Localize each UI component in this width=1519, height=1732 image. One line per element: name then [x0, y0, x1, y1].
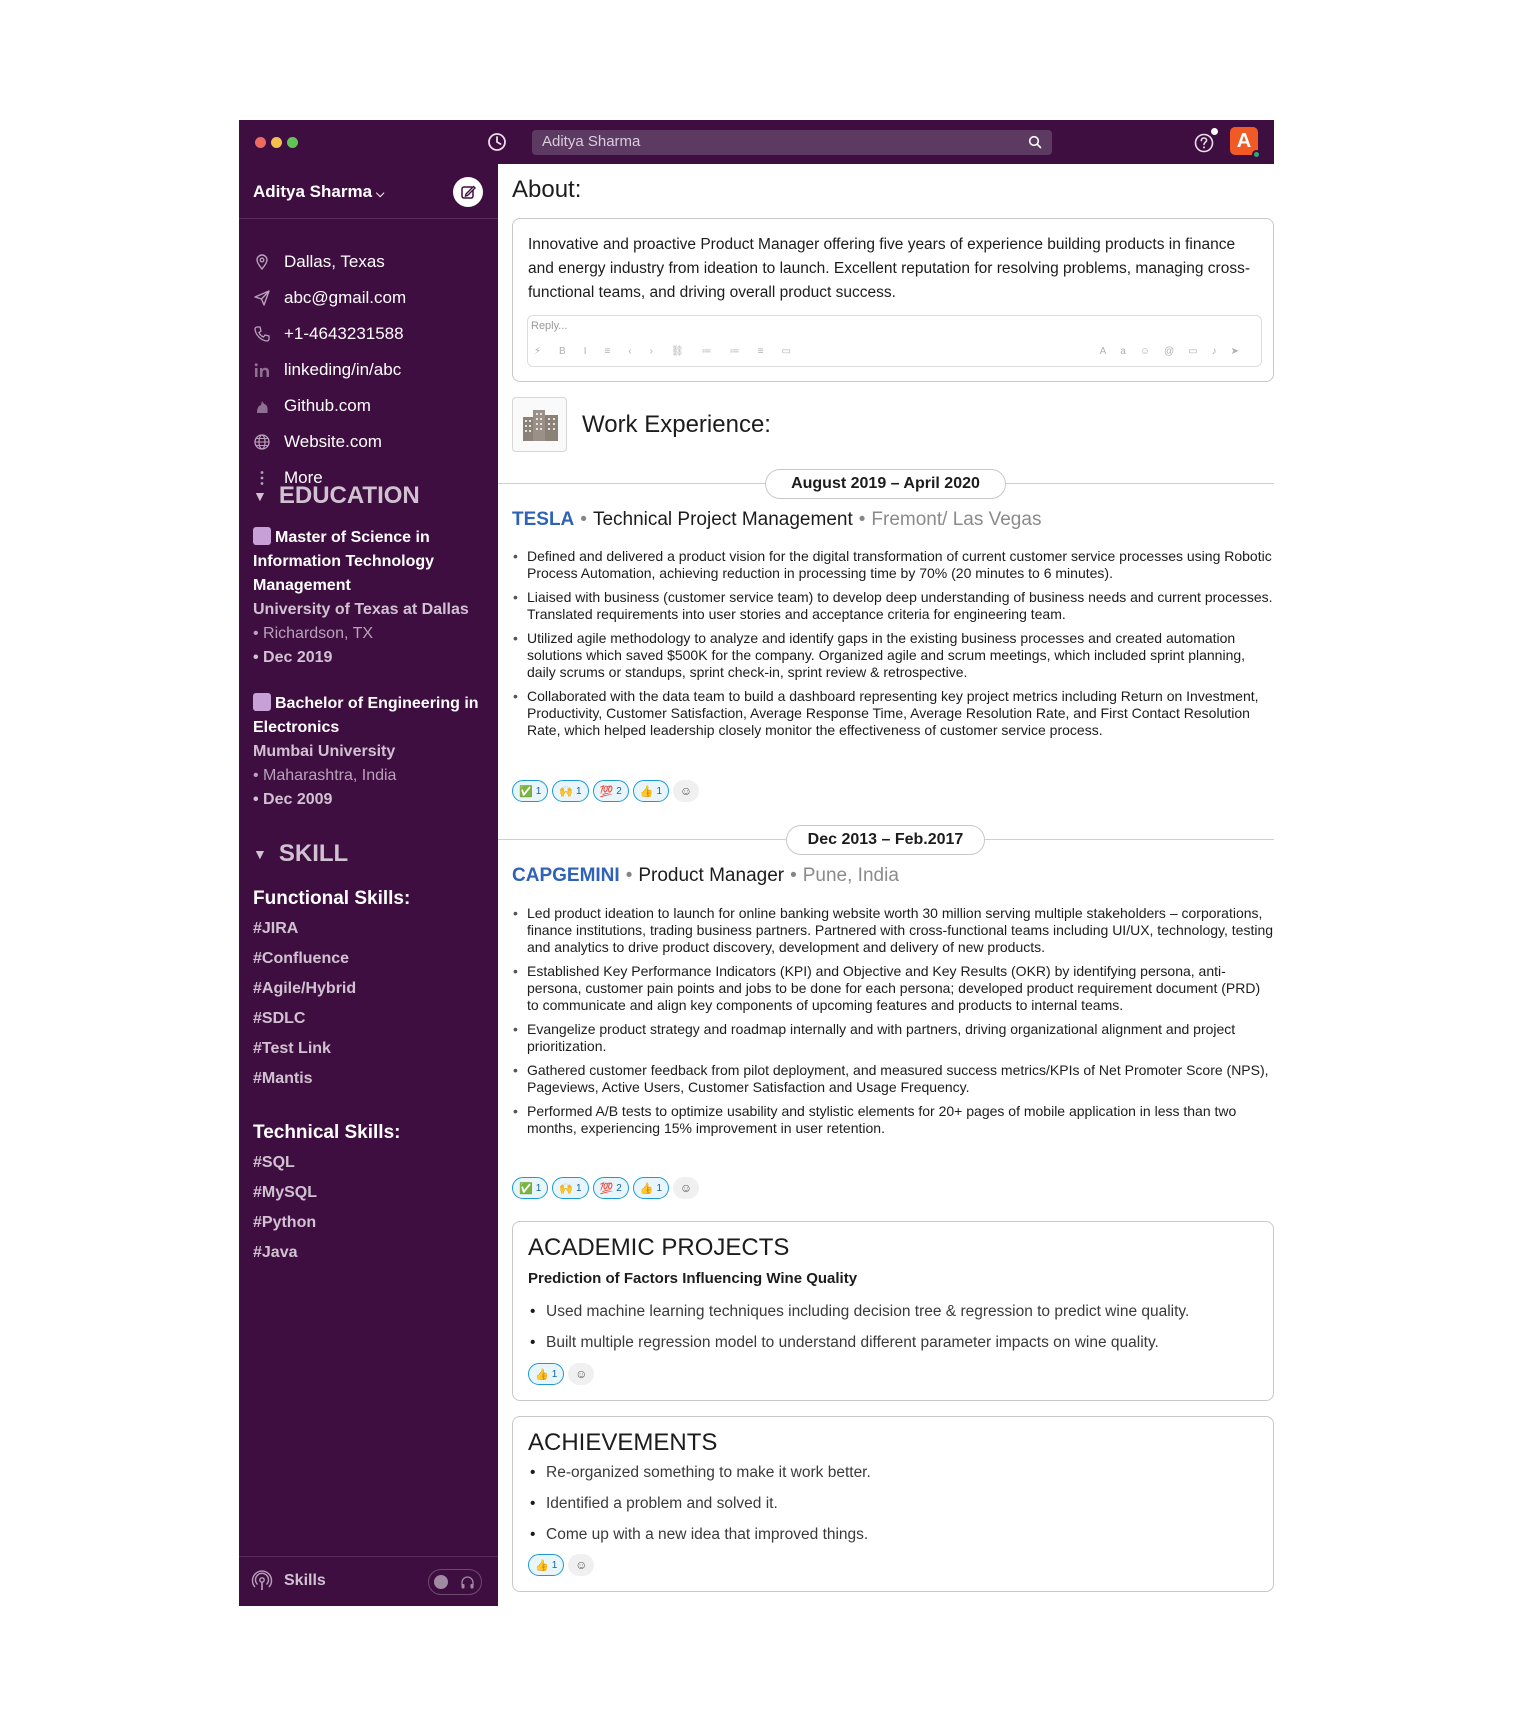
university-name: University of Texas at Dallas: [253, 601, 469, 618]
search-bar[interactable]: [532, 130, 1052, 155]
job-header: TESLA • Technical Project Management • Fremont/ Las Vegas: [512, 509, 1042, 530]
huddle-toggle[interactable]: [428, 1569, 482, 1595]
list-item: • Utilized agile methodology to analyze and identify gaps in the existing business processes and created automation solutions which saved $500K for the company. Organized agile and scrum meetings, which included sprint planning, daily scrums or standups, sprint check-in, sprint review & retrospective.: [512, 630, 1274, 681]
skill-tag[interactable]: #JIRA: [253, 920, 299, 937]
job-location: Pune, India: [802, 865, 899, 886]
title-bar: [239, 120, 1274, 164]
achievement-bullets: [528, 1461, 1263, 1554]
formatting-toolbar[interactable]: ⚡BI≡‹›⛓≔≔≡▭: [534, 346, 809, 357]
contact-label: Dallas, Texas: [284, 252, 385, 271]
projects-title: ACADEMIC PROJECTS: [528, 1234, 790, 1261]
list-item: • Re-organized something to make it work better.: [528, 1461, 1263, 1492]
composer-actions[interactable]: Aa☺@▭♪➤: [1099, 346, 1253, 357]
degree-title: Master of Science in Information Technology Management: [253, 529, 435, 594]
graduate-icon: [253, 527, 271, 545]
help-icon[interactable]: [1193, 132, 1215, 154]
sidebar: [239, 164, 498, 1606]
list-item: • Identified a problem and solved it.: [528, 1492, 1263, 1523]
add-reaction-icon[interactable]: ☺: [673, 1177, 699, 1199]
skill-tag[interactable]: #Java: [253, 1244, 298, 1261]
education-section-toggle[interactable]: [253, 482, 420, 510]
list-item: • Established Key Performance Indicators (KPI) and Objective and Key Results (OKR) by identifying persona, anti-persona, customer pain points and jobs to be done for each persona; developed product requirement document (PRD) to communicate and align key components of upcoming features and products to internal teams.: [512, 963, 1274, 1014]
workspace-header: [239, 164, 498, 219]
list-item: • Gathered customer feedback from pilot deployment, and measured success metrics/KPIs of Net Promoter Score (NPS), Pageviews, Active Users, Customer Satisfaction and Usage Frequency.: [512, 1062, 1274, 1096]
chevron-down-icon: ⌵: [376, 188, 385, 200]
university-name: Mumbai University: [253, 743, 396, 760]
job-bullets: [512, 905, 1274, 1144]
caret-down-icon: ▼: [253, 846, 267, 862]
list-item: • Liaised with business (customer service team) to develop deep understanding of business needs and current processes. Translated requirements into user stories and acceptance criteria for engineering team.: [512, 589, 1274, 623]
list-item: • Defined and delivered a product vision for the digital transformation of current customer service processes using Robotic Process Automation, achieving reduction in processing time by 70% (20 minutes to 6 minutes).: [512, 548, 1274, 582]
academic-projects-card: [512, 1221, 1274, 1401]
search-icon: [1028, 135, 1042, 149]
about-text: Innovative and proactive Product Manager offering five years of experience building products in finance and energy industry from ideation to launch. Excellent reputation for resolving problems, managing cross-functional teams, and driving overall product success.: [528, 236, 1250, 301]
reaction-bar: [528, 1554, 594, 1576]
date-pill[interactable]: Dec 2013 – Feb.2017: [786, 825, 985, 855]
skill-tag[interactable]: #Python: [253, 1214, 317, 1231]
notification-dot: [1211, 128, 1218, 135]
education-item: [253, 526, 488, 670]
window-controls: [255, 137, 298, 148]
reaction-bar: [512, 780, 699, 802]
globe-icon: [253, 433, 271, 451]
workspace-name: Aditya Sharma: [253, 182, 373, 201]
caret-down-icon: ▼: [253, 488, 267, 504]
contact-email[interactable]: [253, 280, 406, 316]
reaction-pill[interactable]: 💯 2: [593, 780, 629, 802]
github-icon: [253, 397, 271, 415]
app-window: [239, 120, 1274, 1606]
main-content: [498, 164, 1274, 1606]
education-location: • Maharashtra, India: [253, 767, 397, 784]
add-reaction-icon[interactable]: ☺: [673, 780, 699, 802]
reaction-pill[interactable]: ✅ 1: [512, 1177, 548, 1199]
toggle-knob: [434, 1575, 448, 1589]
achievements-title: ACHIEVEMENTS: [528, 1429, 718, 1456]
company-name[interactable]: TESLA: [512, 509, 575, 530]
reply-composer[interactable]: [527, 315, 1262, 367]
contact-linkedin[interactable]: [253, 352, 406, 388]
linkedin-icon: [253, 361, 271, 379]
education-item: [253, 692, 488, 812]
edit-icon: [453, 177, 483, 207]
work-experience-title: Work Experience:: [582, 411, 771, 438]
workspace-switcher[interactable]: [253, 182, 384, 202]
skill-tag[interactable]: #SQL: [253, 1154, 295, 1171]
online-status-dot: [1252, 150, 1261, 159]
skill-section-toggle[interactable]: [253, 840, 348, 868]
skill-tag[interactable]: #Confluence: [253, 950, 350, 967]
list-item: • Collaborated with the data team to build a dashboard representing key project metrics including Return on Investment, Productivity, Customer Satisfaction, Average Response Time, Average Resolution Rate, and First Contact Resolution Rate, which helped leadership closely monitor the effectiveness of customer service process.: [512, 688, 1274, 739]
list-item: • Used machine learning techniques including decision tree & regression to predict wine quality.: [528, 1300, 1263, 1331]
job-role: Product Manager: [638, 865, 785, 886]
skill-tag[interactable]: #SDLC: [253, 1010, 306, 1027]
date-pill[interactable]: August 2019 – April 2020: [765, 469, 1006, 499]
building-icon: [512, 397, 567, 452]
reaction-pill[interactable]: 🙌 1: [552, 780, 588, 802]
about-message: [512, 218, 1274, 382]
reply-placeholder: Reply...: [531, 320, 568, 332]
footer-label: Skills: [284, 1572, 326, 1589]
add-reaction-icon[interactable]: ☺: [568, 1554, 594, 1576]
education-location: • Richardson, TX: [253, 625, 374, 642]
reaction-pill[interactable]: 👍 1: [528, 1554, 564, 1576]
achievements-card: [512, 1416, 1274, 1592]
project-name: Prediction of Factors Influencing Wine Quality: [528, 1270, 858, 1287]
contact-github[interactable]: [253, 388, 406, 424]
contact-label: +1-4643231588: [284, 324, 404, 343]
phone-icon: [253, 325, 271, 343]
degree-title: Bachelor of Engineering in Electronics: [253, 695, 479, 736]
close-window-button[interactable]: [255, 137, 266, 148]
reaction-pill[interactable]: 👍 1: [633, 1177, 669, 1199]
reaction-pill[interactable]: ✅ 1: [512, 780, 548, 802]
project-bullets: [528, 1300, 1263, 1362]
contact-location[interactable]: [253, 244, 406, 280]
list-item: • Built multiple regression model to understand different parameter impacts on wine quality.: [528, 1331, 1263, 1362]
contact-label: linkeding/in/abc: [284, 360, 402, 379]
zoom-window-button[interactable]: [287, 137, 298, 148]
job-role: Technical Project Management: [592, 509, 853, 530]
company-name[interactable]: CAPGEMINI: [512, 865, 620, 886]
list-item: • Performed A/B tests to optimize usability and stylistic elements for 20+ pages of mobile application in less than two months, experiencing 15% improvement in user retention.: [512, 1103, 1274, 1137]
functional-skills-heading: Functional Skills:: [253, 888, 411, 909]
reaction-bar: [512, 1177, 699, 1199]
reaction-pill[interactable]: 💯 2: [593, 1177, 629, 1199]
minimize-window-button[interactable]: [271, 137, 282, 148]
sidebar-footer: [239, 1556, 498, 1606]
skill-tag[interactable]: #Agile/Hybrid: [253, 980, 357, 997]
compose-button[interactable]: [453, 177, 483, 207]
contact-label: abc@gmail.com: [284, 288, 407, 307]
reaction-pill[interactable]: 👍 1: [633, 780, 669, 802]
contact-label: More: [284, 468, 323, 487]
send-icon: [253, 289, 271, 307]
skill-tag[interactable]: #MySQL: [253, 1184, 318, 1201]
contact-label: Github.com: [284, 396, 371, 415]
about-title: About:: [512, 176, 582, 203]
job-bullets: [512, 548, 1274, 746]
technical-skills-heading: Technical Skills:: [253, 1122, 401, 1143]
contact-label: Website.com: [284, 432, 382, 451]
reaction-pill[interactable]: 👍 1: [528, 1363, 564, 1385]
skill-tag[interactable]: #Test Link: [253, 1040, 331, 1057]
job-location: Fremont/ Las Vegas: [871, 509, 1042, 530]
podcast-icon: [251, 1570, 273, 1592]
reaction-pill[interactable]: 🙌 1: [552, 1177, 588, 1199]
headphones-icon: [460, 1575, 475, 1590]
education-heading: EDUCATION: [278, 482, 420, 509]
search-value: Aditya Sharma: [542, 133, 641, 150]
contact-list: [253, 244, 406, 496]
functional-skills: [253, 888, 410, 1094]
contact-phone[interactable]: [253, 316, 406, 352]
add-reaction-icon[interactable]: ☺: [568, 1363, 594, 1385]
location-pin-icon: [253, 253, 271, 271]
history-icon[interactable]: [487, 132, 507, 152]
list-item: • Evangelize product strategy and roadmap internally and with partners, driving organizational alignment and project prioritization.: [512, 1021, 1274, 1055]
list-item: • Led product ideation to launch for online banking website worth 30 million serving multiple stakeholders – corporations, finance institutions, trading business partners. Partnered with cross-functional teams including UI/UX, technology, testing and analytics to drive product discovery, development and delivery of new products.: [512, 905, 1274, 956]
reaction-bar: [528, 1363, 594, 1385]
list-item: • Come up with a new idea that improved things.: [528, 1523, 1263, 1554]
technical-skills: [253, 1122, 400, 1268]
education-date: • Dec 2019: [253, 649, 333, 666]
education-date: • Dec 2009: [253, 791, 333, 808]
avatar-letter: A: [1236, 130, 1252, 152]
contact-website[interactable]: [253, 424, 406, 460]
graduate-icon: [253, 693, 271, 711]
job-header: CAPGEMINI • Product Manager • Pune, India: [512, 865, 899, 886]
skill-tag[interactable]: #Mantis: [253, 1070, 313, 1087]
skill-heading: SKILL: [278, 840, 349, 867]
